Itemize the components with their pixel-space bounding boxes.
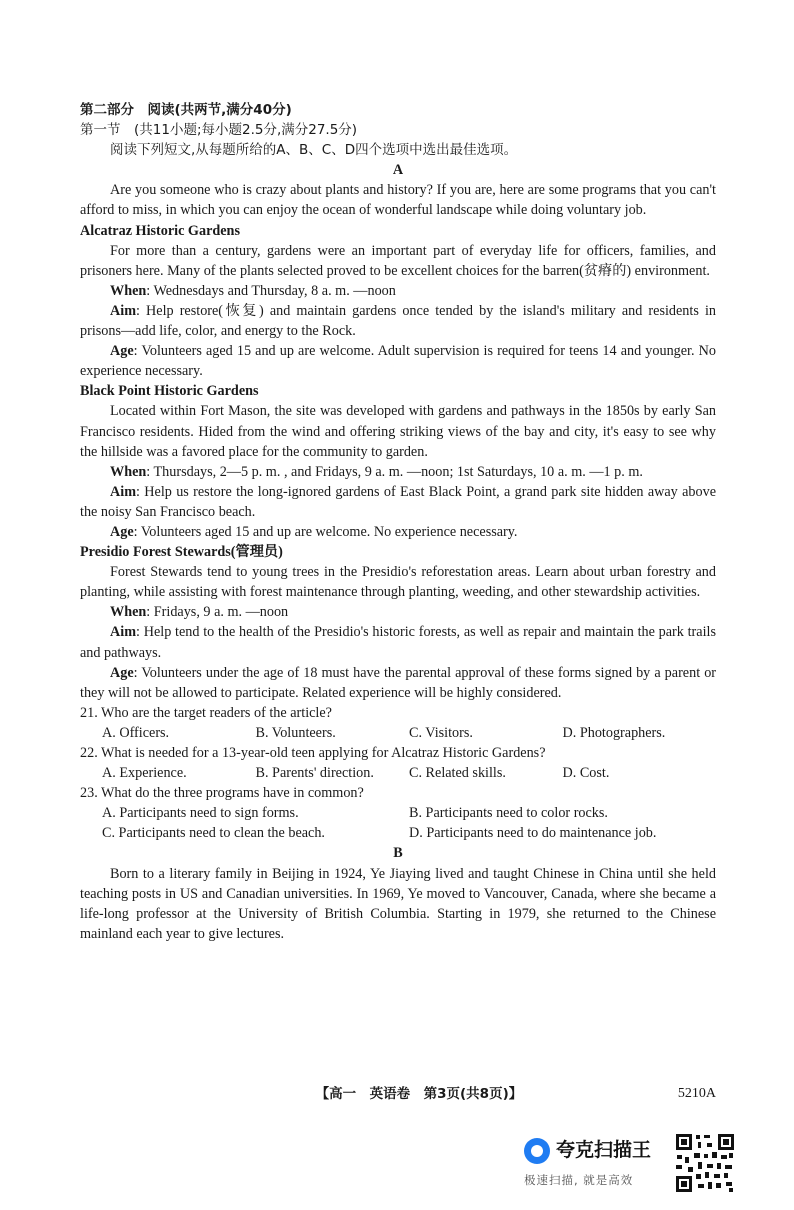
scanner-logo-icon bbox=[524, 1138, 550, 1164]
program-when: When: Fridays, 9 a. m. —noon bbox=[110, 604, 289, 621]
program-title: Presidio Forest Stewards(管理员) bbox=[80, 544, 283, 561]
option: C. Visitors. bbox=[409, 724, 473, 741]
program-title: Alcatraz Historic Gardens bbox=[80, 222, 240, 239]
qr-code-icon bbox=[674, 1132, 736, 1194]
option: B. Volunteers. bbox=[255, 724, 336, 741]
option: D. Photographers. bbox=[562, 724, 666, 741]
page-footer bbox=[80, 1084, 716, 1104]
program-aim: Aim: Help tend to the health of the Presidio's historic forests, as well as repair and maintain the park trails and pathways. bbox=[80, 624, 716, 661]
question-options bbox=[80, 723, 716, 743]
program-when: When: Thursdays, 2—5 p. m. , and Fridays, 9 a. m. —noon; 1st Saturdays, 10 a. m. —1 p. m. bbox=[110, 463, 643, 480]
program-aim: Aim: Help us restore the long-ignored gardens of East Black Point, a grand park site hidden away above the noisy San Francisco beach. bbox=[80, 483, 716, 520]
question-options bbox=[80, 823, 716, 843]
option: A. Participants need to sign forms. bbox=[102, 805, 299, 822]
passage-a-intro: Are you someone who is crazy about plants and history? If you are, here are some programs that you can't afford to miss, in which you can enjoy the ocean of wonderful landscape while doing voluntary job. bbox=[80, 182, 716, 219]
option: D. Cost. bbox=[562, 765, 610, 782]
program-title: Black Point Historic Gardens bbox=[80, 383, 259, 400]
watermark-subtitle: 极速扫描, 就是高效 bbox=[524, 1173, 634, 1187]
paper-code: 5210A bbox=[677, 1086, 716, 1101]
option: A. Experience. bbox=[102, 765, 187, 782]
page-number: 【高一 英语卷 第3页(共8页)】 bbox=[315, 1086, 523, 1102]
option: B. Participants need to color rocks. bbox=[409, 805, 608, 822]
program-desc: For more than a century, gardens were an important part of everyday life for officers, families, and prisoners here. Many of the plants selected proved to be excellent choices for the barren(贫瘠的) environment. bbox=[80, 242, 716, 279]
exam-page bbox=[80, 100, 716, 944]
option: C. Related skills. bbox=[409, 765, 506, 782]
question-stem: 22. What is needed for a 13-year-old teen applying for Alcatraz Historic Gardens? bbox=[80, 745, 546, 761]
option: D. Participants need to do maintenance job. bbox=[409, 825, 657, 842]
program-age: Age: Volunteers aged 15 and up are welcome. Adult supervision is required for teens 14 and younger. No experience necessary. bbox=[80, 343, 716, 380]
option: B. Parents' direction. bbox=[255, 765, 374, 782]
program-desc: Forest Stewards tend to young trees in the Presidio's reforestation areas. Learn about urban forestry and planting, while assisting with forest maintenance through planting, weeding, and other stewardship activities. bbox=[80, 564, 716, 601]
program-aim: Aim: Help restore(恢复) and maintain gardens once tended by the island's military and residents in prisons—add life, color, and energy to the Rock. bbox=[80, 302, 716, 340]
program-age: Age: Volunteers under the age of 18 must have the parental approval of these forms signed by a parent or they will not be allowed to participate. Related experience will be highly considered. bbox=[80, 664, 717, 701]
instruction: 阅读下列短文,从每题所给的A、B、C、D四个选项中选出最佳选项。 bbox=[110, 142, 518, 159]
program-when: When: Wednesdays and Thursday, 8 a. m. —noon bbox=[110, 282, 396, 299]
question-stem: 23. What do the three programs have in common? bbox=[80, 785, 364, 802]
passage-b-letter: B bbox=[393, 845, 403, 862]
part-heading: 第二部分 阅读(共两节,满分40分) bbox=[80, 102, 292, 118]
scanner-watermark bbox=[520, 1130, 736, 1194]
question-stem: 21. Who are the target readers of the article? bbox=[80, 704, 332, 721]
section-heading: 第一节 (共11小题;每小题2.5分,满分27.5分) bbox=[80, 122, 358, 139]
question-options bbox=[80, 803, 716, 823]
program-desc: Located within Fort Mason, the site was developed with gardens and pathways in the 1850s by early San Francisco residents. Hided from the wind and offering striking views of the bay and city, it's easy to see why the hillside was a favored place for the community to garden. bbox=[80, 403, 716, 460]
passage-a-letter: A bbox=[392, 162, 404, 179]
option: A. Officers. bbox=[102, 724, 170, 741]
question-options bbox=[80, 763, 716, 783]
option: C. Participants need to clean the beach. bbox=[102, 825, 325, 842]
watermark-title: 夸克扫描王 bbox=[556, 1139, 652, 1161]
program-age: Age: Volunteers aged 15 and up are welcome. No experience necessary. bbox=[110, 523, 518, 540]
passage-b-text: Born to a literary family in Beijing in 1924, Ye Jiaying lived and taught Chinese in China until she held teaching posts in US and Canadian universities. In 1969, Ye moved to Vancouver, Canada, where she became a life-long professor at the University of British Columbia. Starting in 1979, she returned to the Chinese mainland each year to give lectures. bbox=[80, 865, 716, 942]
